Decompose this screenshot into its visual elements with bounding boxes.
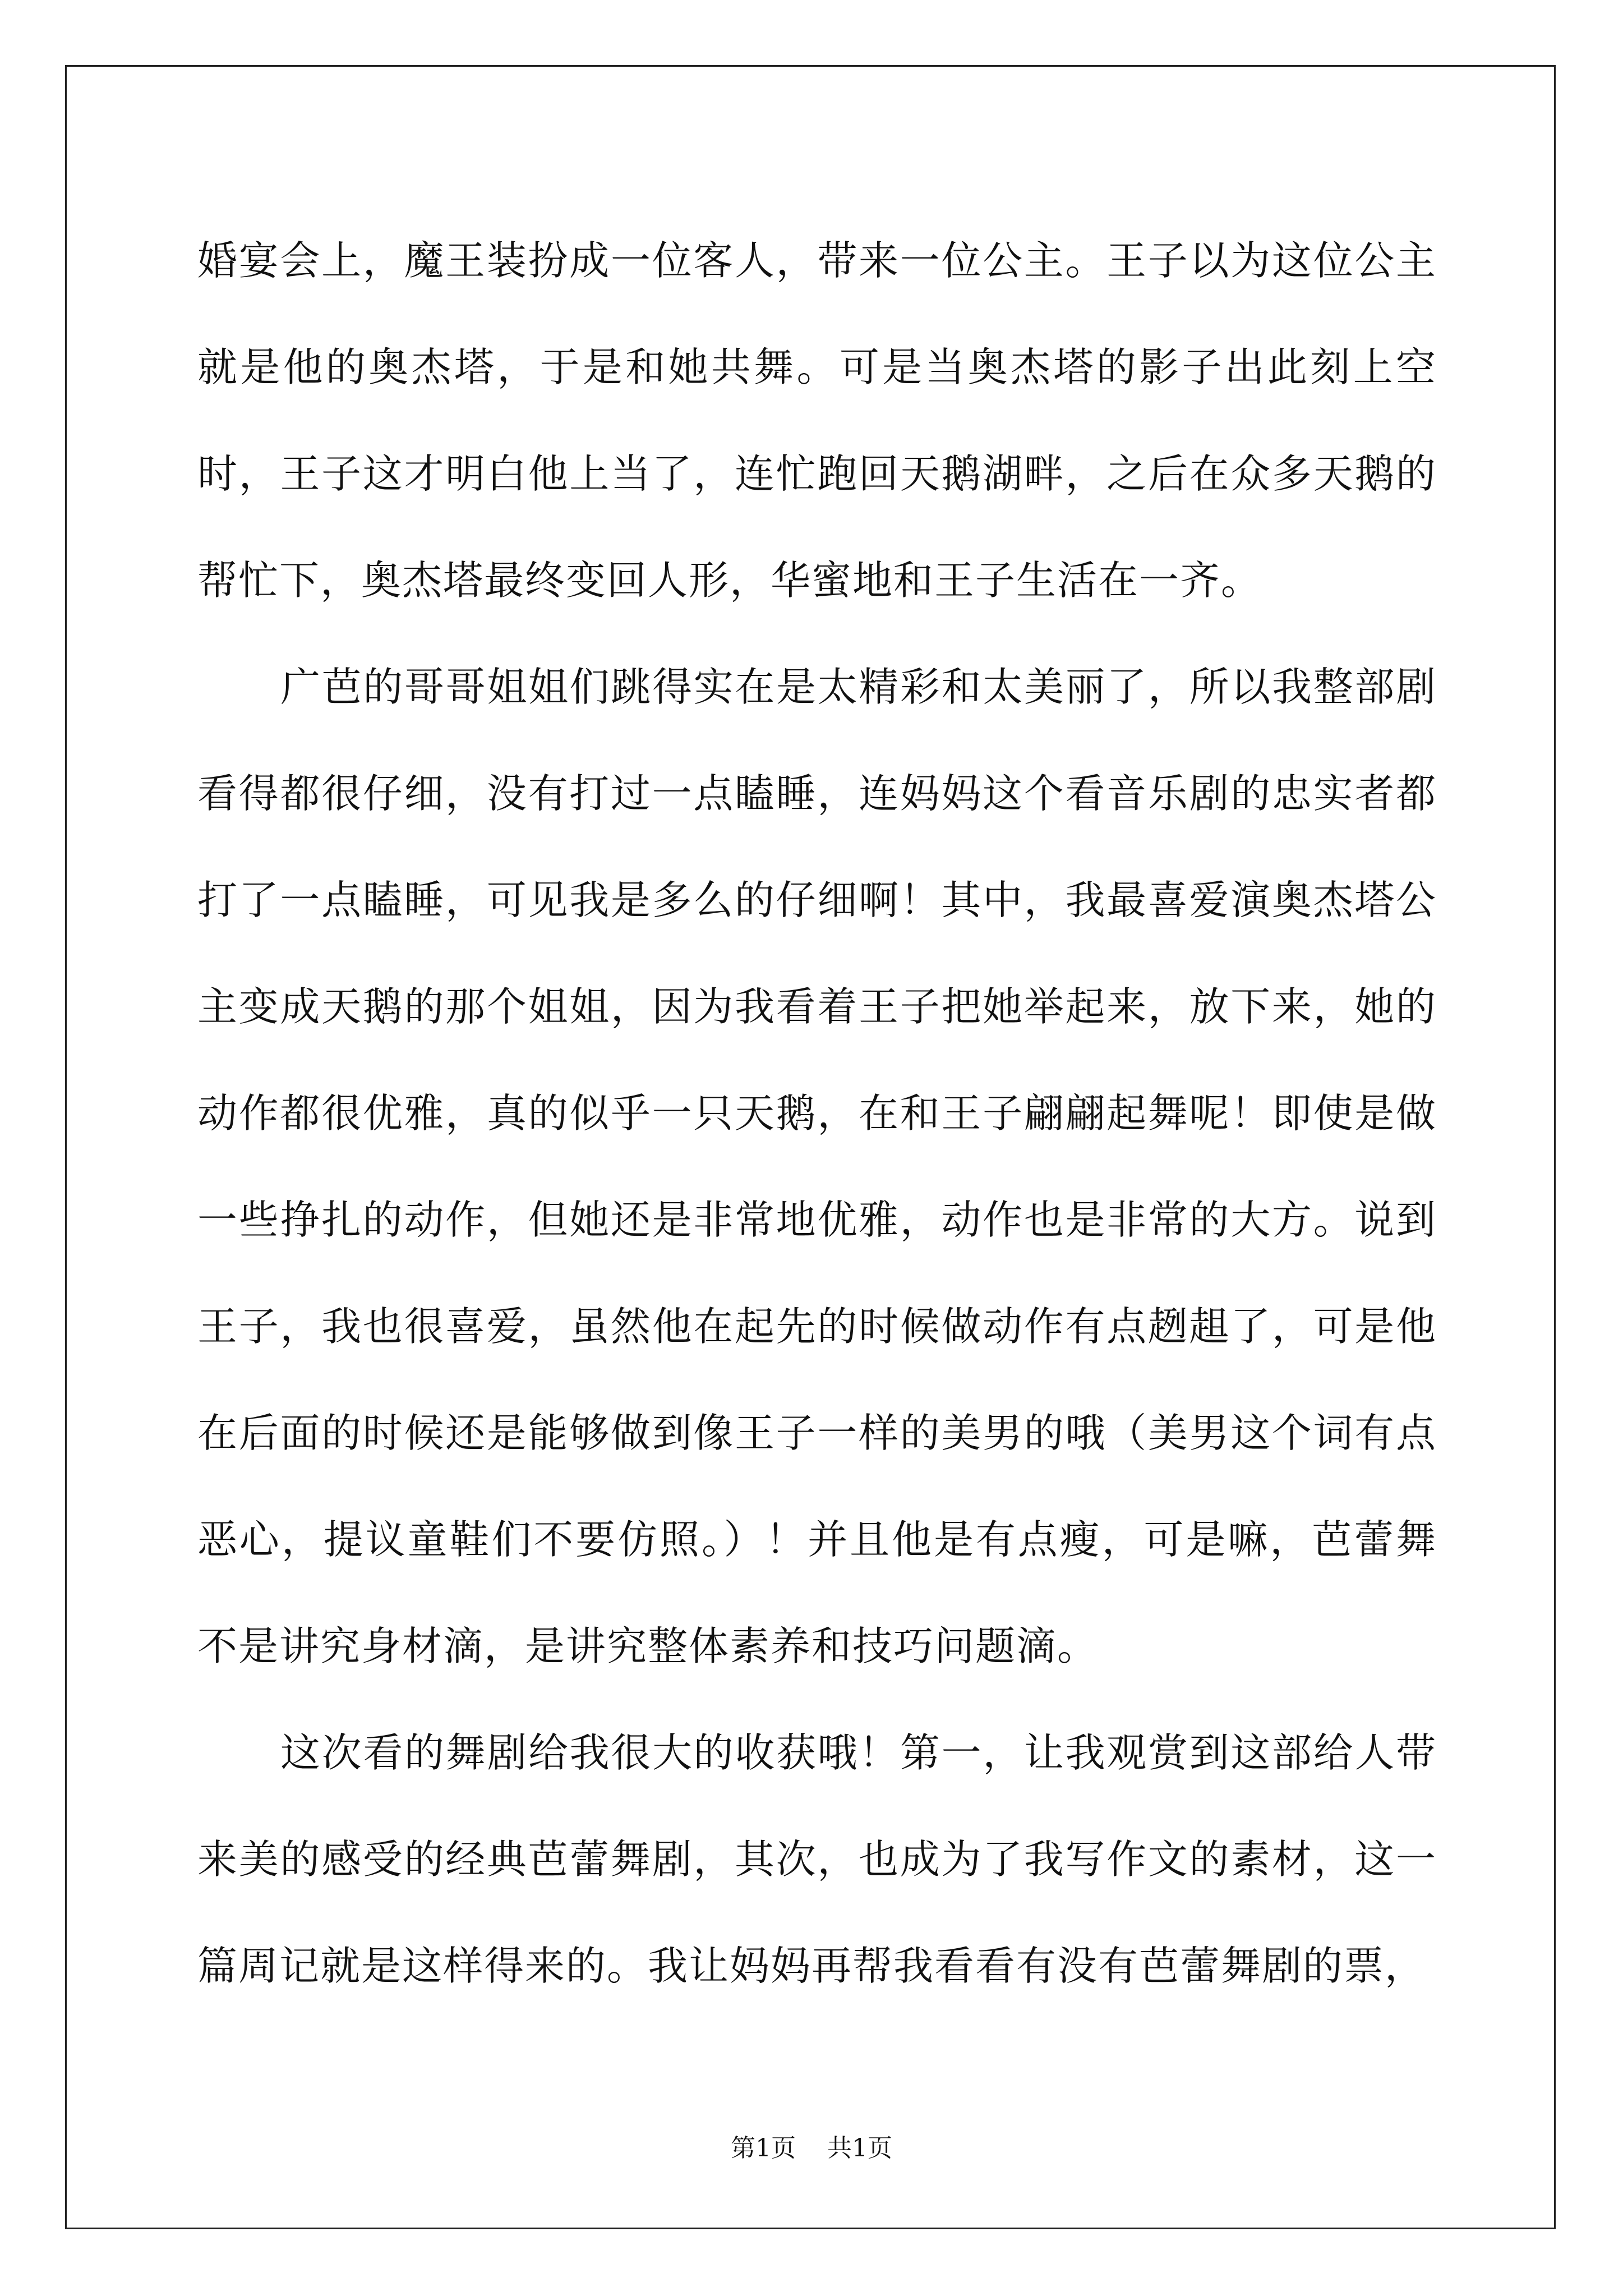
paragraph-3: 这次看的舞剧给我很大的收获哦！第一，让我观赏到这部给人带来美的感受的经典芭蕾舞剧，其次，也成为了我写作文的素材，这一篇周记就是这样得来的。我让妈妈再帮我看看有没有芭蕾舞剧的票，: [197, 1729, 1437, 1989]
page-footer: [0, 2132, 1623, 2165]
page-number-total: 共1页: [827, 2134, 892, 2162]
document-body: [197, 208, 1437, 2019]
paragraph-2: 广芭的哥哥姐姐们跳得实在是太精彩和太美丽了，所以我整部剧看得都很仔细，没有打过一点瞌睡，连妈妈这个看音乐剧的忠实者都打了一点瞌睡，可见我是多么的仔细啊！其中，我最喜爱演奥杰塔公主变成天鹅的那个姐姐，因为我看着王子把她举起来，放下来，她的动作都很优雅，真的似乎一只天鹅，在和王子翩翩起舞呢！即使是做一些挣扎的动作，但她还是非常地优雅，动作也是非常的大方。说到王子，我也很喜爱，虽然他在起先的时候做动作有点趔趄了，可是他在后面的时候还是能够做到像王子一样的美男的哦（美男这个词有点恶心，提议童鞋们不要仿照。）！并且他是有点瘦，可是嘛，芭蕾舞不是讲究身材滴，是讲究整体素养和技巧问题滴。: [197, 664, 1437, 1669]
paragraph-1: 婚宴会上，魔王装扮成一位客人，带来一位公主。王子以为这位公主就是他的奥杰塔，于是和她共舞。可是当奥杰塔的影子出此刻上空时，王子这才明白他上当了，连忙跑回天鹅湖畔，之后在众多天鹅的帮忙下，奥杰塔最终变回人形，华蜜地和王子生活在一齐。: [197, 237, 1437, 604]
page-number-current: 第1页: [731, 2134, 796, 2162]
